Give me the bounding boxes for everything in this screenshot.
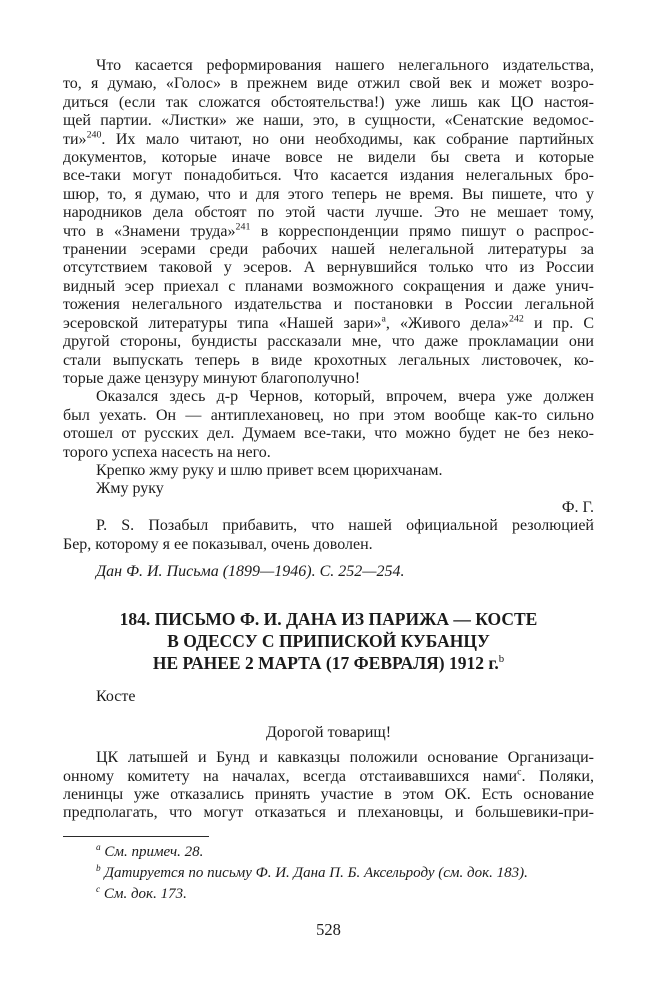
text-line: Бер, которому я ее показывал, очень доволен. [63, 535, 373, 553]
text-line: онному комитету на началах, всегда отстаивавшихся нами$^c$. Поляки, [63, 766, 594, 785]
text-line: эсеровской литературы типа «Нашей зари»$^a$, «Живого дела»$^{242}$ и пр. С [63, 313, 595, 332]
text-line: отсутствием таковой у эсеров. А вернувшийся только что из России [63, 259, 594, 277]
footnote-line: $^b$ Датируется по письму Ф. И. Дана П. Б. Аксельроду (см. док. 183). [96, 864, 528, 882]
text-line: торого успеха насесть на него. [63, 443, 271, 461]
letter-paragraph-4 [63, 480, 594, 498]
footnote-line: $^c$ См. док. 173. [96, 885, 187, 903]
text-line: шюр, то, я думаю, что и для этого теперь не время. Вы пишете, что у [63, 185, 594, 203]
superscript-ref: 242 [509, 313, 524, 325]
text-line: отошел от русских дел. Думаем все-таки, что можно будет не без неко- [63, 425, 594, 443]
text-line: 184. ПИСЬМО Ф. И. ДАНА ИЗ ПАРИЖА — КОСТЕ [119, 609, 538, 630]
letter-paragraph-3 [63, 462, 594, 480]
text-line: тожения нелегального издательства и постановки в России легальной [63, 296, 594, 314]
text-line: Ф. Г. [561, 498, 594, 516]
text-line: НЕ РАНЕЕ 2 МАРТА (17 ФЕВРАЛЯ) 1912 г.$^b$ [152, 653, 505, 674]
document-content [63, 57, 594, 905]
footnote-marker: c [96, 885, 101, 896]
heading [63, 608, 594, 674]
footnote-marker: a [96, 842, 101, 853]
text-line: В ОДЕССУ С ПРИПИСКОЙ КУБАНЦУ [167, 631, 490, 652]
superscript-ref: a [381, 313, 386, 325]
superscript-ref: b [498, 653, 505, 666]
text-line: ЦК латышей и Бунд и кавказцы положили основание Организаци- [96, 749, 594, 767]
text-line: что в «Знамени труда»$^{241}$ в корреспонденции прямо пишут о распрос- [63, 221, 595, 240]
text-line: ти»$^{240}$. Их мало читают, но они необходимы, как собрание партийных [63, 129, 594, 148]
text-line: щей партии. «Листки» же наши, это, в сущности, «Сенатские ведомос- [63, 112, 594, 130]
text-line: диться (если так сложатся обстоятельства!) уже лишь как ЦО настоя- [63, 93, 594, 111]
text-line: Дан Ф. И. Письма (1899—1946). С. 252—254. [96, 562, 405, 580]
greeting [63, 724, 594, 742]
text-line: видный эсер приехал с планами возможного сокращения и даже унич- [63, 277, 594, 295]
text-line: стали выпускать теперь в виде крохотных легальных листовочек, ко- [63, 351, 594, 369]
text-line: был уехать. Он — антиплехановец, но при этом вообще как-то сильно [63, 406, 594, 424]
letter-paragraph-1 [63, 57, 594, 388]
letter-paragraph-2 [63, 388, 594, 462]
footnotes [63, 842, 594, 906]
signature [63, 499, 594, 517]
body2 [63, 749, 594, 823]
text-line: народников дела обстоят по этой части лучше. Это не мешает тому, [63, 204, 594, 222]
text-line: P. S. Позабыл прибавить, что нашей официальной резолюцией [96, 517, 594, 535]
text-line: Крепко жму руку и шлю привет всем цюрихчанам. [96, 461, 443, 479]
text-line: Косте [96, 688, 136, 706]
text-line: торые даже цензуру минуют благополучно! [63, 369, 361, 387]
ps [63, 517, 594, 554]
text-line: транении эсерами среди рабочих нашей нелегальной литературы за [63, 241, 594, 259]
text-line: Что касается реформирования нашего нелегального издательства, [96, 57, 594, 74]
text-line: Жму руку [96, 480, 164, 498]
superscript-ref: c [517, 766, 522, 778]
text-line: Дорогой товарищ! [265, 723, 392, 741]
footnote-marker: b [96, 864, 101, 875]
source [63, 563, 594, 581]
text-line: предполагать, что могут отказаться и плехановцы, и большевики-при- [63, 804, 594, 822]
text-line: все-таки могут понадобиться. Что касается издания нелегальных бро- [63, 167, 594, 185]
footnote-line: $^a$ См. примеч. 28. [96, 842, 204, 860]
superscript-ref: 240 [86, 129, 102, 141]
superscript-ref: 241 [235, 221, 251, 233]
text-line: то, я думаю, «Голос» в прежнем виде отжил свой век и может возро- [63, 75, 594, 93]
text-line: документов, которые иначе вовсе не видели бы света и которые [63, 149, 594, 167]
text-line: другой стороны, бундисты рассказали мне, что даже прокламации они [63, 333, 594, 351]
text-line: ленинцы уже отказались принять участие в этом ОК. Есть основание [63, 786, 594, 803]
text-line: Оказался здесь д-р Чернов, который, впрочем, вчера уже должен [96, 388, 594, 406]
footnote-separator [63, 836, 209, 837]
salutation [63, 688, 594, 706]
page-number: 528 [316, 920, 341, 940]
